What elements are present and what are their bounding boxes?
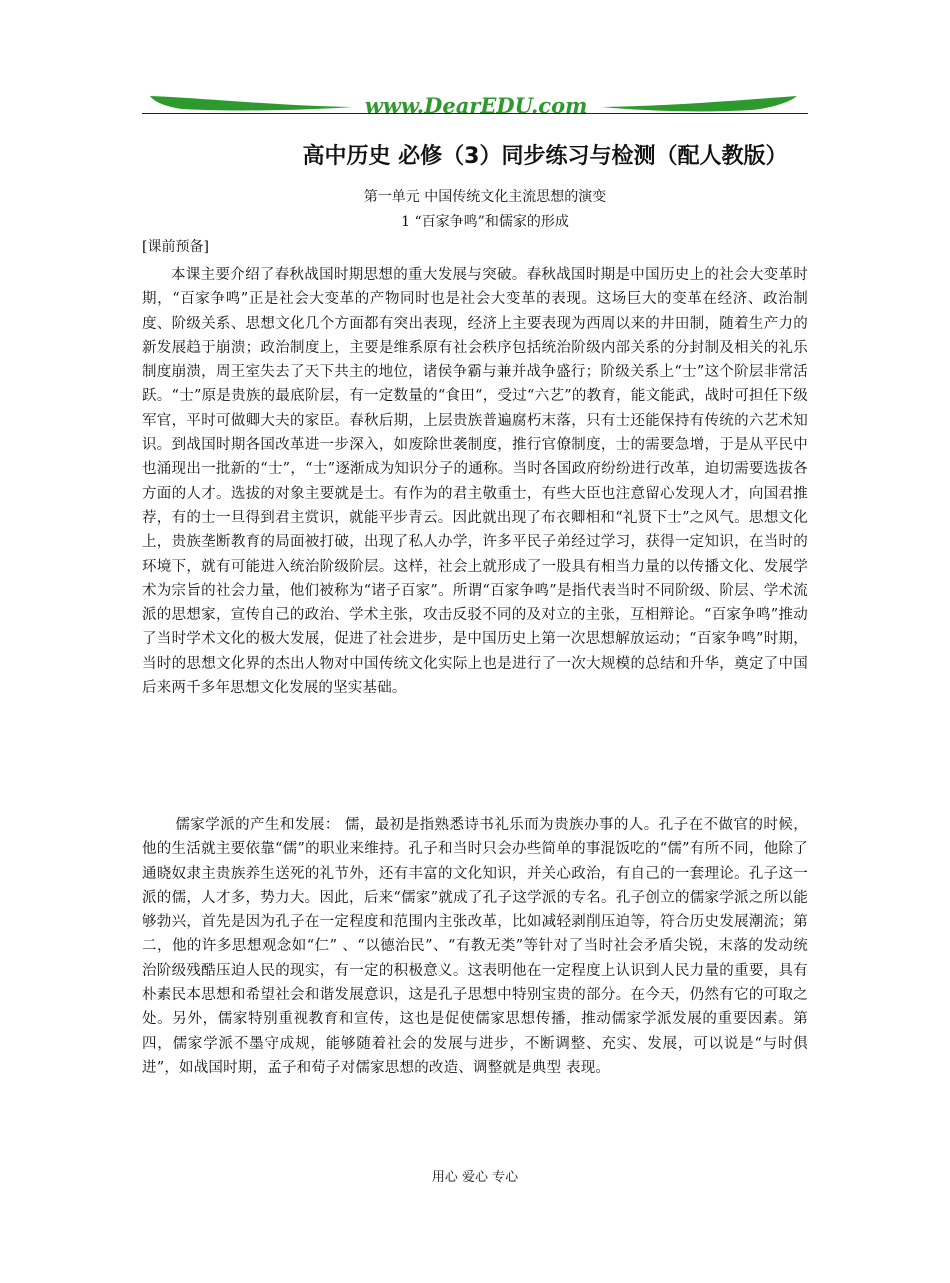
page-footer-motto: 用心 爱心 专心 (431, 1170, 519, 1185)
body-paragraph: 本课主要介绍了春秋战国时期思想的重大发展与突破。春秋战国时期是中国历史上的社会大变革时期，“百家争鸣”正是社会大变革的产物同时也是社会大变革的表现。这场巨大的变革在经济、政治制度、阶级关系、思想文化几个方面都有突出表现，经济上主要表现为西周以来的井田制，随着生产力的新发展趋于崩溃；政治制度上，主要是维系原有社会秩序包括统治阶级内部关系的分封制及相关的礼乐制度崩溃，周王室失去了天下共主的地位，诸侯争霸与兼并战争盛行；阶级关系上“士”这个阶层非常活跃。“士”原是贵族的最底阶层，有一定数量的“食田“，受过“六艺”的教育，能文能武，战时可担任下级军官，平时可做卿大夫的家臣。春秋后期，上层贵族普遍腐朽末落，只有士还能保持有传统的六艺术知识。到战国时期各国改革进一步深入，如废除世袭制度，推行官僚制度，士的需要急增，于是从平民中也涌现出一批新的“士”，“士”逐渐成为知识分子的通称。当时各国政府纷纷进行改革，迫切需要选拔各方面的人才。选拔的对象主要就是士。有作为的君主敬重士，有些大臣也注意留心发现人才，向国君推荐，有的士一旦得到君主赏识，就能平步青云。因此就出现了布衣卿相和“礼贤下士”之风气。思想文化上，贵族垄断教育的局面被打破，出现了私人办学，许多平民子弟经过学习，获得一定知识，在当时的环境下，就有可能进入统治阶级阶层。这样，社会上就形成了一股具有相当力量的以传播文化、发展学术为宗旨的社会力量，他们被称为“诸子百家”。所谓“百家争鸣”是指代表当时不同阶级、阶层、学术流派的思想家，宣传自己的政治、学术主张，攻击反驳不同的及对立的主张，互相辩论。“百家争鸣”推动了当时学术文化的极大发展，促进了社会进步，是中国历史上第一次思想解放运动；“百家争鸣”时期，当时的思想文化界的杰出人物对中国传统文化实际上也是进行了一次大规模的总结和升华，奠定了中国后来两千多年思想文化发展的坚实基础。 (142, 267, 808, 697)
lesson-heading: 1 “百家争鸣”和儒家的形成 (401, 214, 569, 230)
section-label: [课前预备] (142, 239, 209, 255)
site-logo-text: www.DearEDU.com (364, 93, 588, 118)
body-paragraph: 儒家学派的产生和发展： 儒，最初是指熟悉诗书礼乐而为贵族办事的人。孔子在不做官的时候，他的生活就主要依靠“儒”的职业来维持。孔子和当时只会办些简单的事混饭吃的“儒”有所不同，他除了通晓奴隶主贵族养生送死的礼节外，还有丰富的文化知识，并关心政治，有自己的一套理论。孔子这一派的儒，人才多，势力大。因此，后来“儒家”就成了孔子这学派的专名。孔子创立的儒家学派之所以能够勃兴，首先是因为孔子在一定程度和范围内主张改革，比如减轻剥削压迫等，符合历史发展潮流；第二，他的许多思想观念如“仁” 、“以德治民”、“有教无类”等针对了当时社会矛盾尖锐，末落的发动统治阶级残酷压迫人民的现实，有一定的积极意义。这表明他在一定程度上认识到人民力量的重要，具有朴素民本思想和希望社会和谐发展意识，这是孔子思想中特别宝贵的部分。在今天，仍然有它的可取之处。另外，儒家特别重视教育和宣传，这也是促使儒家思想传播，推动儒家学派发展的重要因素。第四，儒家学派不墨守成规，能够随着社会的发展与进步，不断调整、充实、发展，可以说是“与时俱进”，如战国时期，孟子和荀子对儒家思想的改造、调整就是典型 表现。 (142, 817, 808, 1076)
site-header-logo (142, 88, 808, 122)
header-divider (142, 113, 808, 114)
unit-heading: 第一单元 中国传统文化主流思想的演变 (363, 189, 607, 205)
right-swoosh-graphic (602, 96, 797, 111)
left-swoosh-graphic (150, 96, 352, 110)
document-title: 高中历史 必修（3）同步练习与检测（配人教版） (302, 144, 788, 169)
